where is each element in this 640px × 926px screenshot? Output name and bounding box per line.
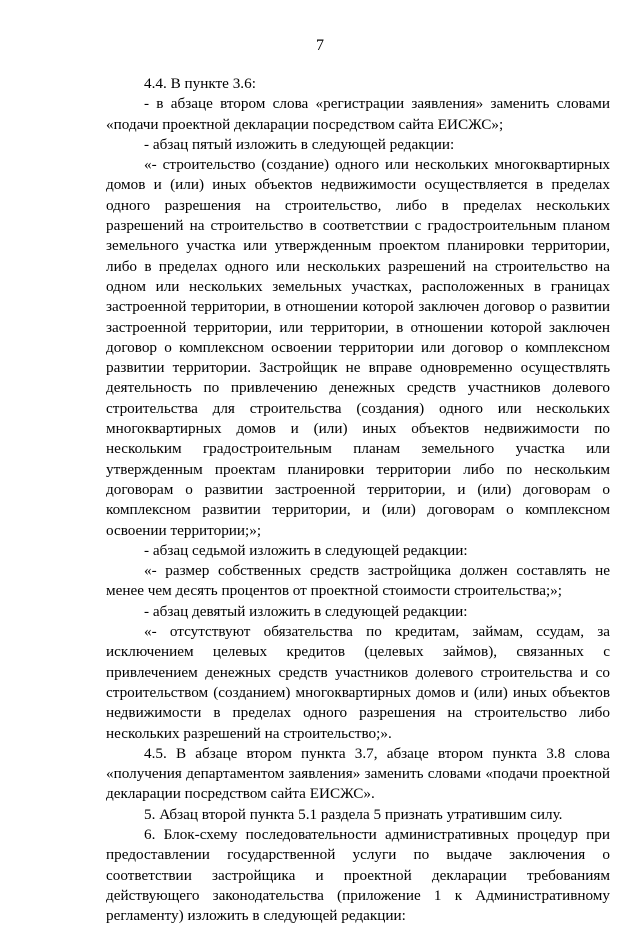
amendment-paragraph-2: - в абзаце втором слова «регистрации заявления» заменить словами «подачи проектной декларации посредством сайта ЕИСЖС»; <box>106 95 610 133</box>
amendment-paragraph-7-text: «- размер собственных средств застройщика должен составлять не менее чем десять процентов от проектной стоимости строительства;»; <box>106 562 610 600</box>
page-number: 7 <box>316 37 324 54</box>
section-4-4-heading: 4.4. В пункте 3.6: <box>144 75 256 92</box>
section-6: 6. Блок-схему последовательности административных процедур при предоставлении государственной услуги по выдаче заключения о соответствии застройщика и проектной декларации требованиям действующего законодательства (приложение 1 к Административному регламенту) изложить в следующей редакции: <box>106 825 610 925</box>
amendment-paragraph-9-text: «- отсутствуют обязательства по кредитам, займам, ссудам, за исключением целевых кредитов (целевых займов), связанных с привлечением денежных средств участников долевого строительства и со строительством (созданием) многоквартирных домов и (или) иных объектов недвижимости в пределах одного разрешения на строительство либо нескольких разрешений на строительство;». <box>106 623 610 742</box>
section-4-5: 4.5. В абзаце втором пункта 3.7, абзаце втором пункта 3.8 слова «получения департаментом заявления» заменить словами «подачи проектной декларации посредством сайта ЕИСЖС». <box>106 744 610 803</box>
amendment-paragraph-5-text: «- строительство (создание) одного или нескольких многоквартирных домов и (или) иных объектов недвижимости осуществляется в пределах одного разрешения на строительство, либо в пределах нескольких разрешений на строительство в соответствии с градостроительным планом земельного участка или утвержденным проектом планировки территории, либо в пределах одного или нескольких разрешений на строительство на одном или нескольких земельных участках, расположенных в границах застроенной территории, в отношении которой заключен договор о развитии застроенной территории, или территории, в отношении которой заключен договор о комплексном освоении территории или договор о комплексном развитии территории. Застройщик не вправе одновременно осуществлять деятельность по привлечению денежных средств участников долевого строительства для строительства (создания) одного или нескольких многоквартирных домов и (или) иных объектов недвижимости по нескольким градостроительным планам земельного участка или утвержденным проектам планировки территории либо по нескольким договорам о развитии застроенной территории, и (или) договорам о комплексном развитии территории, и (или) договорам о комплексном освоении территории;»; <box>106 156 610 539</box>
section-5: 5. Абзац второй пункта 5.1 раздела 5 признать утратившим силу. <box>144 805 563 823</box>
amendment-paragraph-9-intro: - абзац девятый изложить в следующей редакции: <box>144 602 468 620</box>
amendment-paragraph-7-intro: - абзац седьмой изложить в следующей редакции: <box>144 541 468 559</box>
document-body <box>106 74 610 926</box>
amendment-paragraph-5-intro: - абзац пятый изложить в следующей редакции: <box>144 135 455 153</box>
